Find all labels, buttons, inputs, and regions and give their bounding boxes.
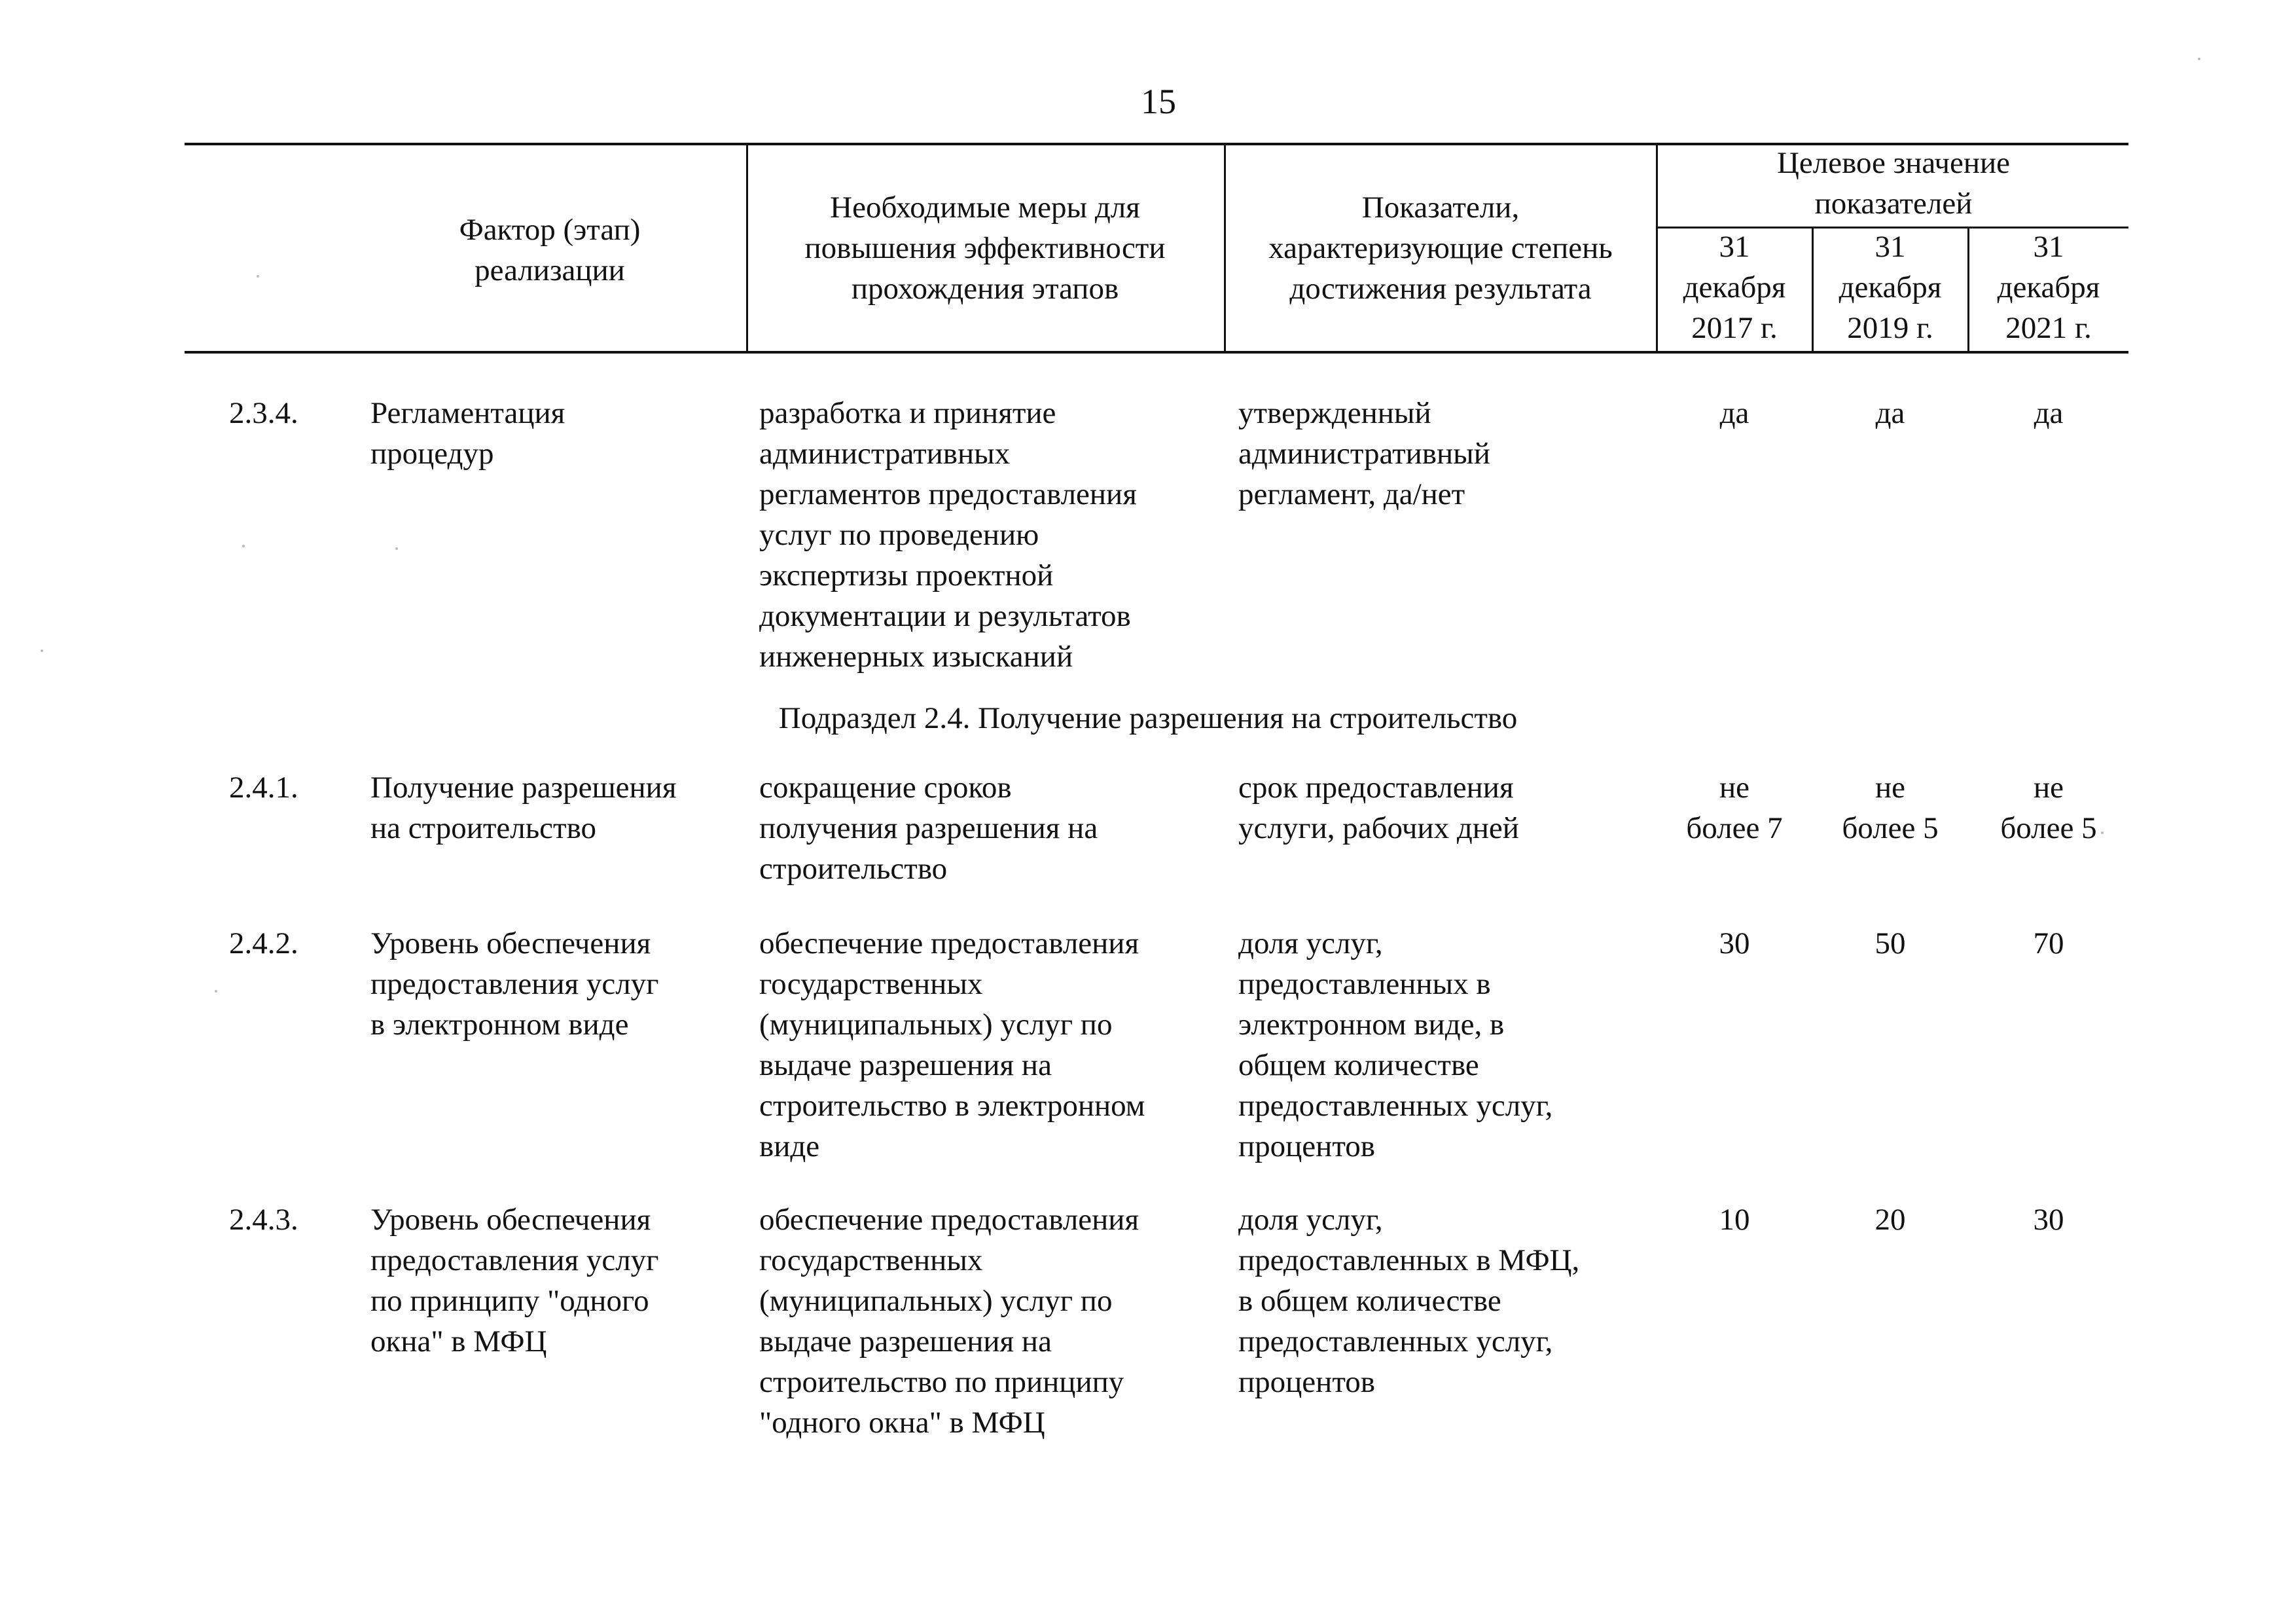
row-value-2021: не более 5 — [2000, 771, 2097, 845]
row-indicator: срок предоставления услуги, рабочих дней — [1238, 771, 1519, 845]
page-number: 15 — [1141, 82, 1176, 121]
header-divider-5 — [1967, 227, 1969, 352]
row-value-2017: не более 7 — [1686, 771, 1783, 845]
row-number: 2.3.4. — [229, 396, 298, 430]
row-factor: Регламентация процедур — [370, 396, 565, 471]
header-date-2017: 31 декабря 2017 г. — [1683, 230, 1786, 345]
row-value-2017: 10 — [1719, 1203, 1750, 1237]
row-value-2021: 30 — [2033, 1203, 2064, 1237]
scan-speck — [215, 990, 217, 993]
header-divider-3 — [1656, 143, 1658, 352]
subsection-title: Подраздел 2.4. Получение разрешения на строительство — [778, 701, 1518, 735]
header-measures: Необходимые меры для повышения эффективности прохождения этапов — [804, 191, 1166, 306]
row-measures: разработка и принятие административных регламентов предоставления услуг по проведению экспертизы проектной документации и результатов инженерных изысканий — [759, 396, 1137, 674]
row-factor: Уровень обеспечения предоставления услуг по принципу "одного окна" в МФЦ — [370, 1203, 659, 1359]
header-divider-1 — [746, 143, 748, 352]
header-indicators: Показатели, характеризующие степень достижения результата — [1268, 191, 1613, 306]
row-number: 2.4.2. — [229, 926, 298, 960]
scan-speck — [41, 649, 43, 652]
row-value-2019: да — [1875, 396, 1905, 430]
row-indicator: доля услуг, предоставленных в электронном виде, в общем количестве предоставленных услуг, процентов — [1238, 926, 1553, 1163]
row-value-2021: 70 — [2033, 926, 2064, 960]
header-date-2019: 31 декабря 2019 г. — [1839, 230, 1942, 345]
header-date-2021: 31 декабря 2021 г. — [1997, 230, 2100, 345]
row-value-2017: 30 — [1719, 926, 1750, 960]
row-number: 2.4.3. — [229, 1203, 298, 1237]
row-factor: Уровень обеспечения предоставления услуг в электронном виде — [370, 926, 659, 1042]
header-target-values: Целевое значение показателей — [1776, 146, 2011, 221]
row-measures: обеспечение предоставления государственных (муниципальных) услуг по выдаче разрешения на строительство в электронном виде — [759, 926, 1145, 1163]
row-indicator: утвержденный административный регламент, да/нет — [1238, 396, 1490, 511]
row-number: 2.4.1. — [229, 771, 298, 805]
header-factor: Фактор (этап) реализации — [459, 213, 641, 287]
row-value-2021: да — [2034, 396, 2064, 430]
row-measures: сокращение сроков получения разрешения на строительство — [759, 771, 1098, 886]
scan-speck — [257, 275, 259, 278]
row-factor: Получение разрешения на строительство — [370, 771, 677, 845]
row-value-2019: 20 — [1874, 1203, 1906, 1237]
header-divider-2 — [1224, 143, 1226, 352]
header-divider-4 — [1812, 227, 1814, 352]
row-value-2017: да — [1719, 396, 1749, 430]
scan-speck — [242, 545, 245, 547]
row-value-2019: не более 5 — [1842, 771, 1939, 845]
table-header-bottom-rule — [185, 351, 2128, 354]
row-measures: обеспечение предоставления государственных (муниципальных) услуг по выдаче разрешения на строительство по принципу "одного окна" в МФЦ — [759, 1203, 1139, 1440]
scan-speck — [2101, 831, 2104, 834]
scan-speck — [395, 547, 398, 550]
row-value-2019: 50 — [1874, 926, 1906, 960]
scan-speck — [2198, 58, 2200, 60]
row-indicator: доля услуг, предоставленных в МФЦ, в общем количестве предоставленных услуг, процентов — [1238, 1203, 1580, 1399]
